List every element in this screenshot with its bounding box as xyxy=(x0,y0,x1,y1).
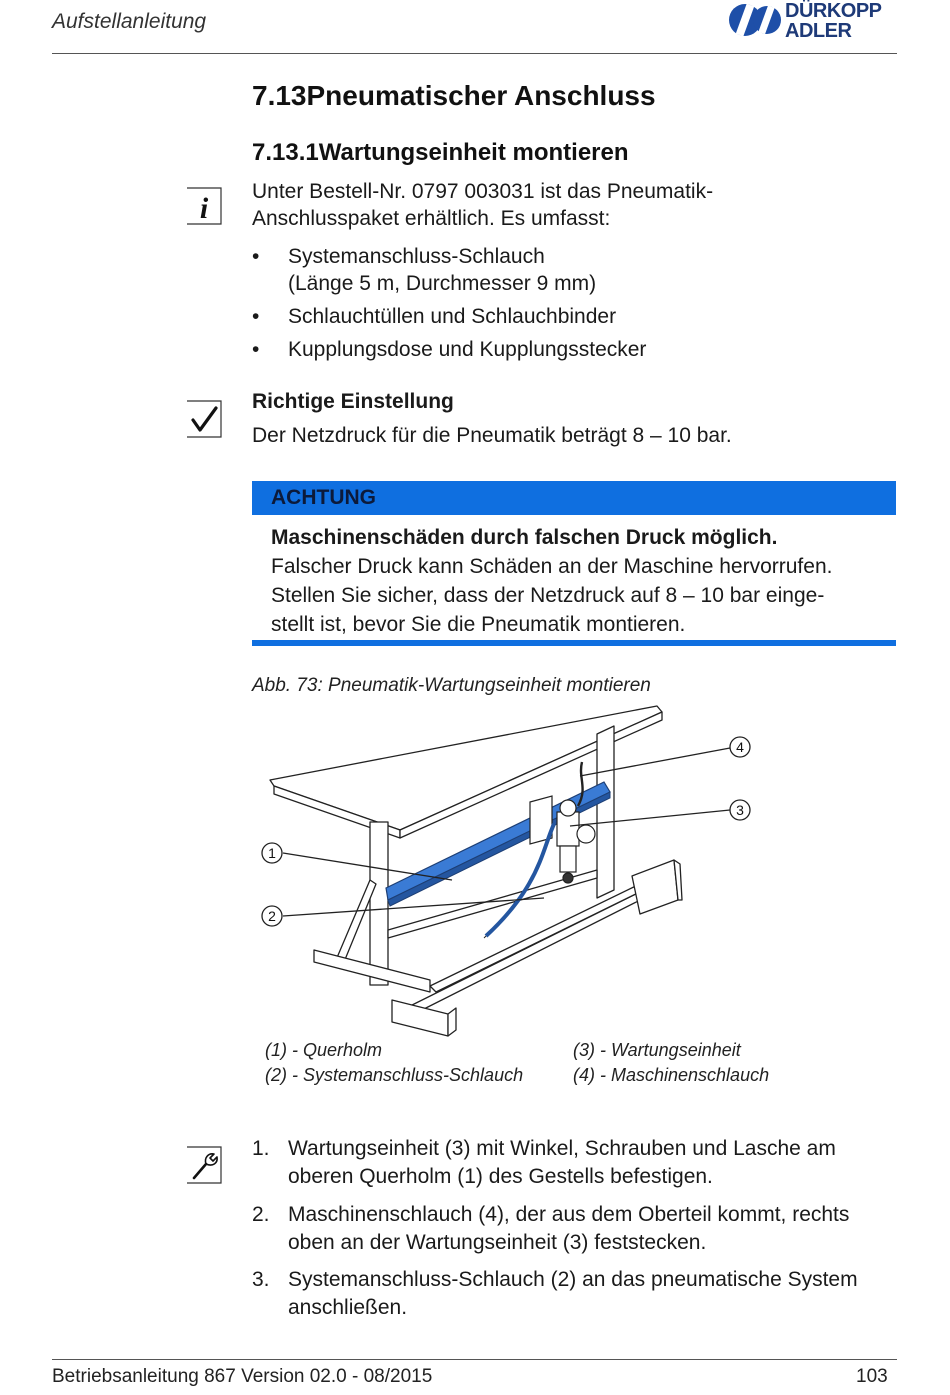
list-item-line2: (Länge 5 m, Durchmesser 9 mm) xyxy=(288,272,597,295)
legend-item-2: (2) - Systemanschluss-Schlauch xyxy=(265,1065,524,1085)
legend-item-3: (3) - Wartungseinheit xyxy=(573,1040,741,1060)
warning-line2: Stellen Sie sicher, dass der Netzdruck auf 8 – 10 bar einge- xyxy=(271,584,825,607)
callout-3: 3 xyxy=(736,802,744,818)
list-item-line1: Schlauchtüllen und Schlauchbinder xyxy=(288,305,617,328)
checkmark-icon xyxy=(186,400,222,438)
svg-text:i: i xyxy=(199,192,209,225)
subsection-heading: 7.13.1Wartungseinheit montieren xyxy=(252,139,629,166)
page-number: 103 xyxy=(856,1366,888,1387)
list-item xyxy=(252,243,872,299)
step-item xyxy=(252,1135,897,1193)
step-line2: oberen Querholm (1) des Gestells befestigen. xyxy=(288,1165,713,1188)
warning-headline: Maschinenschäden durch falschen Druck möglich. xyxy=(271,526,778,549)
warning-line3: stellt ist, bevor Sie die Pneumatik montieren. xyxy=(271,613,686,636)
bullet: • xyxy=(252,245,260,268)
warning-label: ACHTUNG xyxy=(271,486,376,509)
footer-document-info: Betriebsanleitung 867 Version 02.0 - 08/2015 xyxy=(52,1366,433,1387)
list-item xyxy=(252,336,872,364)
info-text xyxy=(252,178,872,232)
list-item-line1: Kupplungsdose und Kupplungsstecker xyxy=(288,338,647,361)
bullet: • xyxy=(252,338,260,361)
legend-item-4: (4) - Maschinenschlauch xyxy=(573,1065,770,1085)
step-line1: Systemanschluss-Schlauch (2) an das pneumatische System xyxy=(288,1268,858,1291)
step-line1: Wartungseinheit (3) mit Winkel, Schrauben und Lasche am xyxy=(288,1137,836,1160)
list-item-line1: Systemanschluss-Schlauch xyxy=(288,245,545,268)
figure-caption: Abb. 73: Pneumatik-Wartungseinheit montieren xyxy=(252,675,651,696)
check-title: Richtige Einstellung xyxy=(252,390,454,413)
logo-line1: DÜRKOPP xyxy=(785,0,882,22)
brand-logo xyxy=(727,0,899,44)
logo-line2: ADLER xyxy=(785,20,852,42)
info-icon xyxy=(186,187,222,225)
logo-mark-icon xyxy=(727,0,783,40)
step-line2: anschließen. xyxy=(288,1296,408,1319)
warning-body xyxy=(271,523,891,639)
section-heading: 7.13Pneumatischer Anschluss xyxy=(252,80,656,111)
callout-4: 4 xyxy=(736,739,744,755)
legend-item-1: (1) - Querholm xyxy=(265,1040,383,1060)
info-line2: Anschlusspaket erhältlich. Es umfasst: xyxy=(252,207,611,230)
warning-line1: Falscher Druck kann Schäden an der Maschine hervorrufen. xyxy=(271,555,833,578)
warning-rule xyxy=(252,640,896,646)
list-item xyxy=(252,303,872,331)
wrench-icon xyxy=(186,1146,222,1184)
footer-rule xyxy=(52,1359,897,1360)
step-line2: oben an der Wartungseinheit (3) feststecken. xyxy=(288,1231,707,1254)
bullet: • xyxy=(252,305,260,328)
figure-illustration xyxy=(252,700,802,1040)
step-item xyxy=(252,1266,897,1324)
step-number: 3. xyxy=(252,1268,270,1291)
check-text: Der Netzdruck für die Pneumatik beträgt 8 – 10 bar. xyxy=(252,424,732,447)
header-title: Aufstellanleitung xyxy=(52,10,207,33)
callout-2: 2 xyxy=(268,908,276,924)
step-number: 2. xyxy=(252,1203,270,1226)
step-line1: Maschinenschlauch (4), der aus dem Oberteil kommt, rechts xyxy=(288,1203,850,1226)
step-item xyxy=(252,1201,897,1259)
step-number: 1. xyxy=(252,1137,270,1160)
header-rule xyxy=(52,53,897,54)
info-line1: Unter Bestell-Nr. 0797 003031 ist das Pneumatik- xyxy=(252,180,714,203)
callout-1: 1 xyxy=(268,845,276,861)
